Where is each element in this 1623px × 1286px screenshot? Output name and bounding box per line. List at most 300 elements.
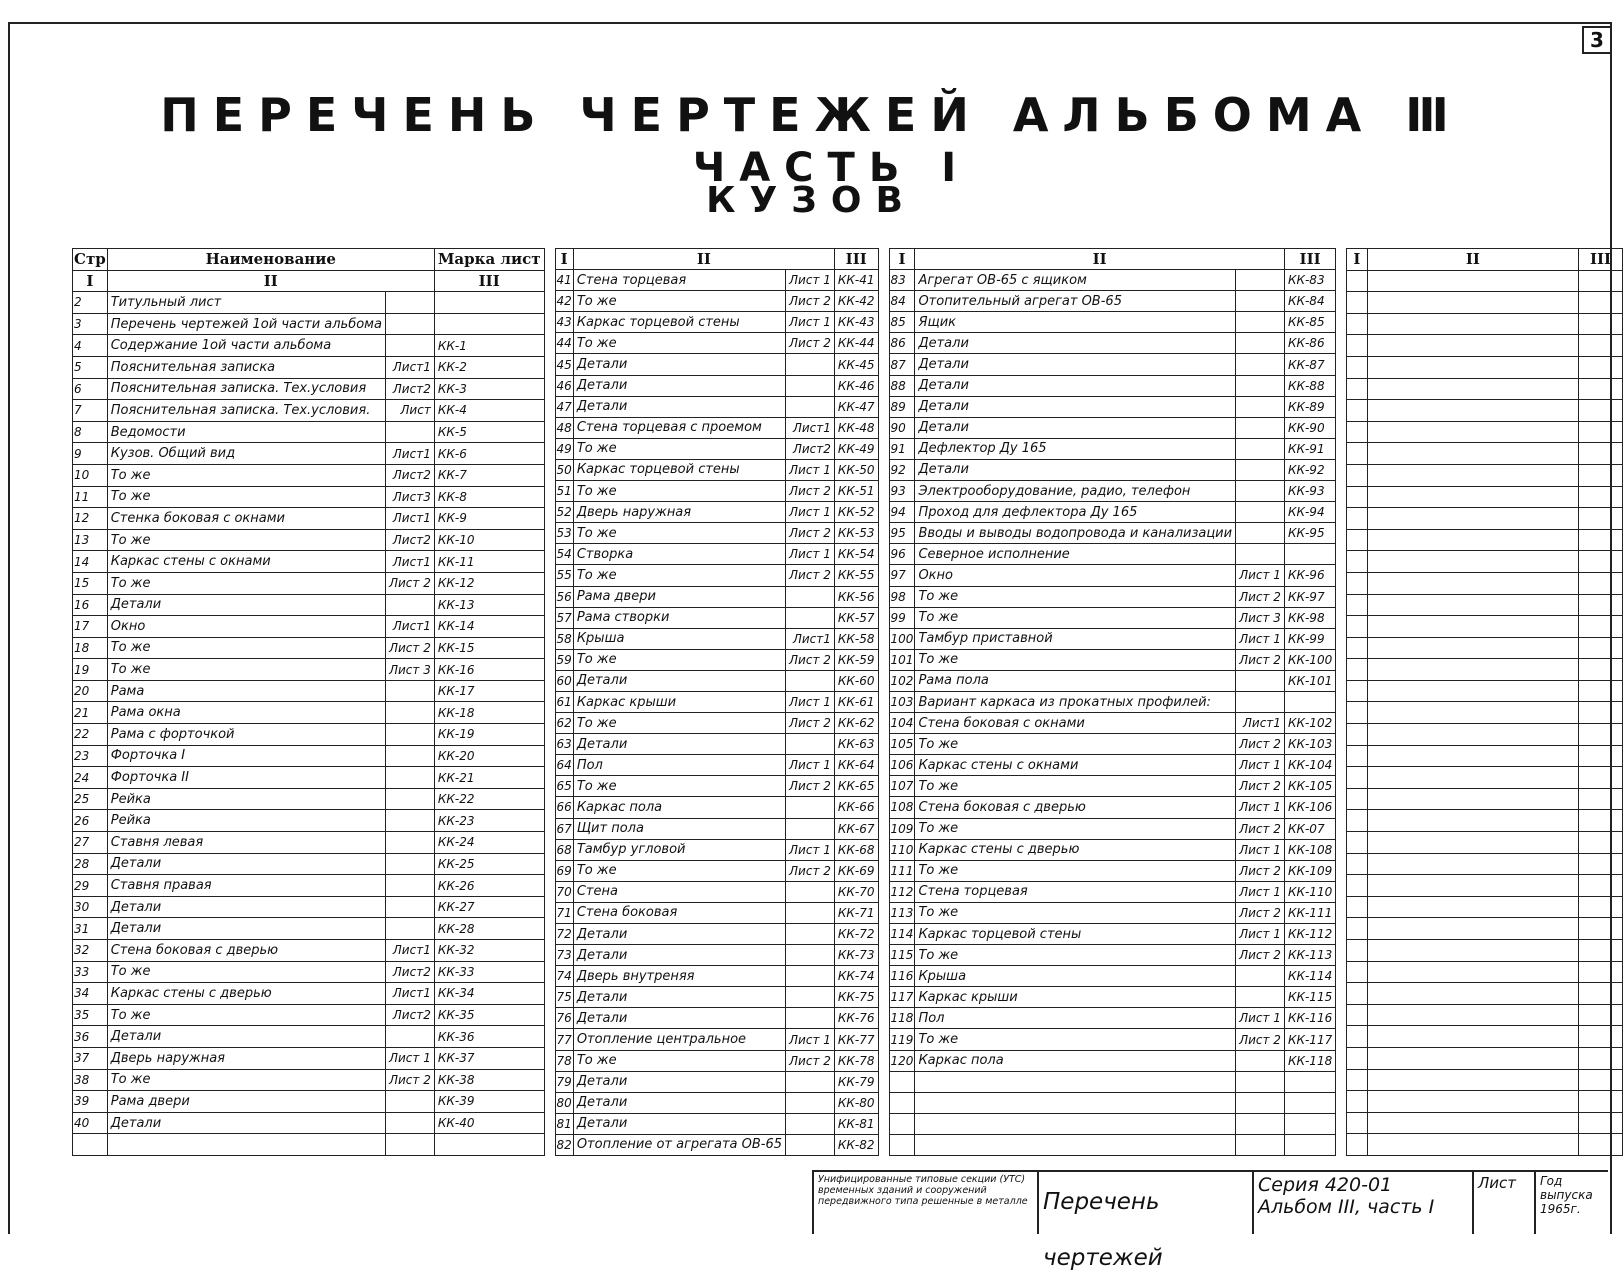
row-mark: КК-43 [834,312,878,333]
row-number: 111 [889,860,915,881]
row-mark: КК-8 [434,486,544,508]
row-number: 119 [889,1029,915,1050]
row-mark: КК-32 [434,940,544,962]
row-sheet [786,396,835,417]
table-row [555,881,878,902]
row-name [915,1113,1236,1134]
table-row [73,810,545,832]
row-mark: КК-60 [834,670,878,691]
row-name: Дверь наружная [107,1047,385,1069]
table-row [73,832,545,854]
row-sheet [385,767,434,789]
table-row [1347,810,1623,832]
table-row [555,755,878,776]
row-number: 102 [889,670,915,691]
row-mark: КК-77 [834,1029,878,1050]
row-mark [1579,961,1623,983]
row-mark: КК-34 [434,983,544,1005]
row-mark [1579,918,1623,940]
row-sheet: Лист 1 [1236,1008,1285,1029]
row-name: Содержание 1ой части альбома [107,335,385,357]
row-name: То же [573,333,785,354]
row-name: То же [915,776,1236,797]
row-number: 45 [555,354,573,375]
row-name: Детали [107,594,385,616]
table-row [73,1004,545,1026]
row-sheet: Лист2 [385,961,434,983]
row-mark: КК-67 [834,818,878,839]
row-name: Детали [107,896,385,918]
row-number: 77 [555,1029,573,1050]
row-sheet: Лист2 [786,438,835,459]
table-row [555,945,878,966]
row-mark [1284,544,1335,565]
row-name: Щит пола [573,818,785,839]
row-number: 9 [73,443,108,465]
row-mark [1579,875,1623,897]
row-sheet [1236,270,1285,291]
row-number: 28 [73,853,108,875]
row-mark: КК-91 [1284,438,1335,459]
row-name: То же [573,860,785,881]
subheader-name: II [1367,249,1579,271]
table-row [555,649,878,670]
row-mark: КК-37 [434,1047,544,1069]
row-name: Тамбур угловой [573,839,785,860]
row-sheet [1236,333,1285,354]
table-row [73,400,545,422]
row-number: 35 [73,1004,108,1026]
row-number: 14 [73,551,108,573]
row-name: То же [573,649,785,670]
row-mark: КК-109 [1284,860,1335,881]
row-number: 12 [73,508,108,530]
stamp-year-value: 1965г. [1540,1202,1581,1216]
row-number: 32 [73,940,108,962]
row-number: 24 [73,767,108,789]
row-mark [1284,1071,1335,1092]
table-row [889,755,1336,776]
table-row [889,797,1336,818]
row-number: 11 [73,486,108,508]
table-row [73,378,545,400]
row-mark [1284,1113,1335,1134]
row-name: Титульный лист [107,292,385,314]
row-number [1347,443,1367,465]
subheader-mark: III [434,270,544,292]
row-mark: КК-80 [834,1092,878,1113]
row-mark: КК-23 [434,810,544,832]
row-mark [1579,659,1623,681]
row-mark: КК-85 [1284,312,1335,333]
row-name [1367,680,1579,702]
row-mark: КК-104 [1284,755,1335,776]
table-row [555,502,878,523]
table-row [555,1008,878,1029]
row-number [73,1134,108,1156]
table-row [1347,983,1623,1005]
row-number [1347,853,1367,875]
row-number: 10 [73,464,108,486]
row-mark [1579,810,1623,832]
row-name: Детали [107,1112,385,1134]
row-name: Стенка боковая с окнами [107,508,385,530]
row-number: 100 [889,628,915,649]
table-row [889,818,1336,839]
row-number: 7 [73,400,108,422]
row-name: Форточка II [107,767,385,789]
table-row [73,335,545,357]
row-name: То же [573,438,785,459]
row-number: 99 [889,607,915,628]
row-sheet: Лист 2 [786,481,835,502]
row-number: 97 [889,565,915,586]
row-mark: КК-90 [1284,417,1335,438]
table-row [1347,724,1623,746]
row-sheet: Лист1 [786,417,835,438]
row-mark: КК-16 [434,659,544,681]
row-number: 95 [889,523,915,544]
row-number: 80 [555,1092,573,1113]
row-number: 84 [889,291,915,312]
row-sheet [385,702,434,724]
row-number [1347,702,1367,724]
row-sheet: Лист1 [385,983,434,1005]
row-mark: КК-114 [1284,966,1335,987]
row-mark [1579,421,1623,443]
row-name: То же [915,902,1236,923]
row-name: Детали [573,924,785,945]
row-mark: КК-76 [834,1008,878,1029]
row-sheet: Лист 1 [1236,924,1285,945]
row-name: Каркас торцевой стены [573,459,785,480]
row-name: Форточка I [107,745,385,767]
table-row [73,1047,545,1069]
table-row [1347,1134,1623,1156]
table-row [555,1113,878,1134]
row-number: 63 [555,734,573,755]
table-row [889,987,1336,1008]
row-mark: КК-21 [434,767,544,789]
row-name [1367,1004,1579,1026]
row-mark [1579,1091,1623,1113]
table-row [889,565,1336,586]
row-number: 103 [889,691,915,712]
table-row [73,702,545,724]
row-sheet [385,896,434,918]
row-sheet: Лист2 [385,529,434,551]
table-row [889,902,1336,923]
table-row [889,734,1336,755]
table-row [889,586,1336,607]
row-number [1347,875,1367,897]
table-row [889,396,1336,417]
row-mark [434,292,544,314]
row-sheet: Лист 1 [1236,797,1285,818]
row-number: 72 [555,924,573,945]
row-number: 36 [73,1026,108,1048]
table-row [889,691,1336,712]
row-mark: КК-97 [1284,586,1335,607]
row-mark [1579,1134,1623,1156]
row-sheet [786,797,835,818]
row-sheet: Лист 1 [786,1029,835,1050]
row-mark: КК-13 [434,594,544,616]
row-name: Рейка [107,810,385,832]
row-mark: КК-115 [1284,987,1335,1008]
table-row [889,523,1336,544]
row-name: Стена боковая [573,902,785,923]
row-name: Детали [107,1026,385,1048]
table-row [889,860,1336,881]
table-row [555,987,878,1008]
row-name: Детали [573,1092,785,1113]
row-sheet: Лист 1 [1236,628,1285,649]
row-mark: КК-52 [834,502,878,523]
row-name: Отопительный агрегат ОВ-65 [915,291,1236,312]
row-sheet: Лист1 [385,551,434,573]
row-sheet [385,1112,434,1134]
row-name: То же [915,1029,1236,1050]
table-row [555,459,878,480]
row-number: 67 [555,818,573,839]
drawing-list-table-2 [555,248,879,1156]
row-number: 16 [73,594,108,616]
row-sheet: Лист2 [385,1004,434,1026]
row-name: То же [107,486,385,508]
table-row [555,776,878,797]
row-number: 34 [73,983,108,1005]
row-mark: КК-44 [834,333,878,354]
stamp-series-value: Серия 420-01 [1258,1174,1393,1196]
row-sheet [786,1071,835,1092]
row-mark: КК-35 [434,1004,544,1026]
row-sheet [786,354,835,375]
row-number [1347,1069,1367,1091]
row-number [1347,1134,1367,1156]
table-row [73,313,545,335]
row-mark: КК-14 [434,616,544,638]
row-sheet [385,745,434,767]
table-row [889,502,1336,523]
title-block [812,1170,1608,1271]
table-row [555,1092,878,1113]
row-name: Каркас стены с дверью [107,983,385,1005]
row-sheet: Лист 2 [1236,860,1285,881]
row-mark [1579,1004,1623,1026]
row-number: 82 [555,1134,573,1155]
table-row [555,1134,878,1155]
row-number: 108 [889,797,915,818]
row-name: Ставня левая [107,832,385,854]
row-number: 4 [73,335,108,357]
row-number [1347,961,1367,983]
row-number: 101 [889,649,915,670]
row-mark: КК-68 [834,839,878,860]
row-number: 64 [555,755,573,776]
table-row [73,443,545,465]
table-row [555,1050,878,1071]
row-mark [1579,464,1623,486]
row-mark [1284,1134,1335,1155]
row-sheet [385,335,434,357]
row-name: Дефлектор Ду 165 [915,438,1236,459]
row-name [1367,616,1579,638]
table-row [1347,659,1623,681]
row-sheet [385,1134,434,1156]
row-name: Детали [573,354,785,375]
row-name: Пояснительная записка [107,356,385,378]
row-name: Вводы и выводы водопровода и канализации [915,523,1236,544]
table-row [555,924,878,945]
row-mark [1579,508,1623,530]
row-mark: КК-51 [834,481,878,502]
row-sheet [786,966,835,987]
row-sheet [1236,691,1285,712]
row-mark: КК-88 [1284,375,1335,396]
row-mark: КК-2 [434,356,544,378]
table-row [1347,940,1623,962]
stamp-drawing-name: Перечень чертежей [1037,1172,1252,1234]
row-number [1347,572,1367,594]
row-name: Рейка [107,788,385,810]
row-number [1347,292,1367,314]
row-number [1347,464,1367,486]
row-sheet: Лист 2 [385,572,434,594]
row-mark: КК-61 [834,691,878,712]
row-mark: КК-15 [434,637,544,659]
table-row [889,649,1336,670]
row-number [1347,1091,1367,1113]
row-name: Дверь наружная [573,502,785,523]
row-sheet: Лист 1 [786,459,835,480]
row-mark: КК-111 [1284,902,1335,923]
row-number: 66 [555,797,573,818]
row-mark: КК-62 [834,713,878,734]
subheader-name: II [915,249,1285,270]
table-row [1347,292,1623,314]
table-row [1347,745,1623,767]
row-number [1347,788,1367,810]
row-number: 86 [889,333,915,354]
row-number [1347,486,1367,508]
row-name [1367,1112,1579,1134]
row-name: Агрегат ОВ-65 с ящиком [915,270,1236,291]
row-name [1367,486,1579,508]
table-row [889,312,1336,333]
row-number: 61 [555,691,573,712]
row-number: 2 [73,292,108,314]
row-number: 96 [889,544,915,565]
table-row [73,508,545,530]
row-number: 18 [73,637,108,659]
row-name: То же [915,945,1236,966]
row-sheet: Лист 2 [385,637,434,659]
row-number: 56 [555,586,573,607]
table-row [1347,637,1623,659]
row-mark: КК-65 [834,776,878,797]
row-name [1367,810,1579,832]
row-mark [1579,551,1623,573]
row-mark: КК-58 [834,628,878,649]
row-sheet [786,924,835,945]
row-sheet: Лист1 [385,940,434,962]
row-sheet: Лист 1 [1236,839,1285,860]
row-sheet: Лист 2 [786,1050,835,1071]
row-mark: КК-96 [1284,565,1335,586]
subheader-num: I [889,249,915,270]
row-name: Окно [915,565,1236,586]
row-number [1347,810,1367,832]
row-number: 37 [73,1047,108,1069]
row-mark: КК-81 [834,1113,878,1134]
row-sheet [385,680,434,702]
row-number [1347,378,1367,400]
row-mark: КК-94 [1284,502,1335,523]
row-name: То же [915,586,1236,607]
row-name: Крыша [915,966,1236,987]
table-row [889,1008,1336,1029]
row-mark [1579,745,1623,767]
row-number [889,1113,915,1134]
table-row [889,544,1336,565]
table-row [1347,788,1623,810]
table-row [555,670,878,691]
row-mark: КК-25 [434,853,544,875]
row-number: 94 [889,502,915,523]
row-number: 21 [73,702,108,724]
row-name [1367,464,1579,486]
table-row [889,333,1336,354]
row-sheet: Лист 1 [786,839,835,860]
row-number: 25 [73,788,108,810]
row-sheet [1236,1134,1285,1155]
row-name: Ведомости [107,421,385,443]
row-name: Электрооборудование, радио, телефон [915,481,1236,502]
row-name: Тамбур приставной [915,628,1236,649]
row-name: Проход для дефлектора Ду 165 [915,502,1236,523]
table-row [555,481,878,502]
row-name: Каркас пола [573,797,785,818]
table-row [555,1071,878,1092]
table-row [555,438,878,459]
row-sheet [1236,544,1285,565]
table-row [889,270,1336,291]
table-row [555,291,878,312]
row-name: Каркас стены с окнами [107,551,385,573]
row-number: 49 [555,438,573,459]
table-row [555,312,878,333]
row-mark: КК-42 [834,291,878,312]
table-row [555,797,878,818]
row-number: 55 [555,565,573,586]
row-number: 31 [73,918,108,940]
row-number: 83 [889,270,915,291]
table-row [889,1134,1336,1155]
row-mark: КК-83 [1284,270,1335,291]
row-number [1347,335,1367,357]
table-row [73,940,545,962]
row-mark: КК-63 [834,734,878,755]
table-row [1347,270,1623,292]
row-number [1347,270,1367,292]
row-sheet [1236,523,1285,544]
row-mark [1579,292,1623,314]
table-row [1347,572,1623,594]
row-number: 110 [889,839,915,860]
row-number [1347,767,1367,789]
row-sheet [1236,375,1285,396]
